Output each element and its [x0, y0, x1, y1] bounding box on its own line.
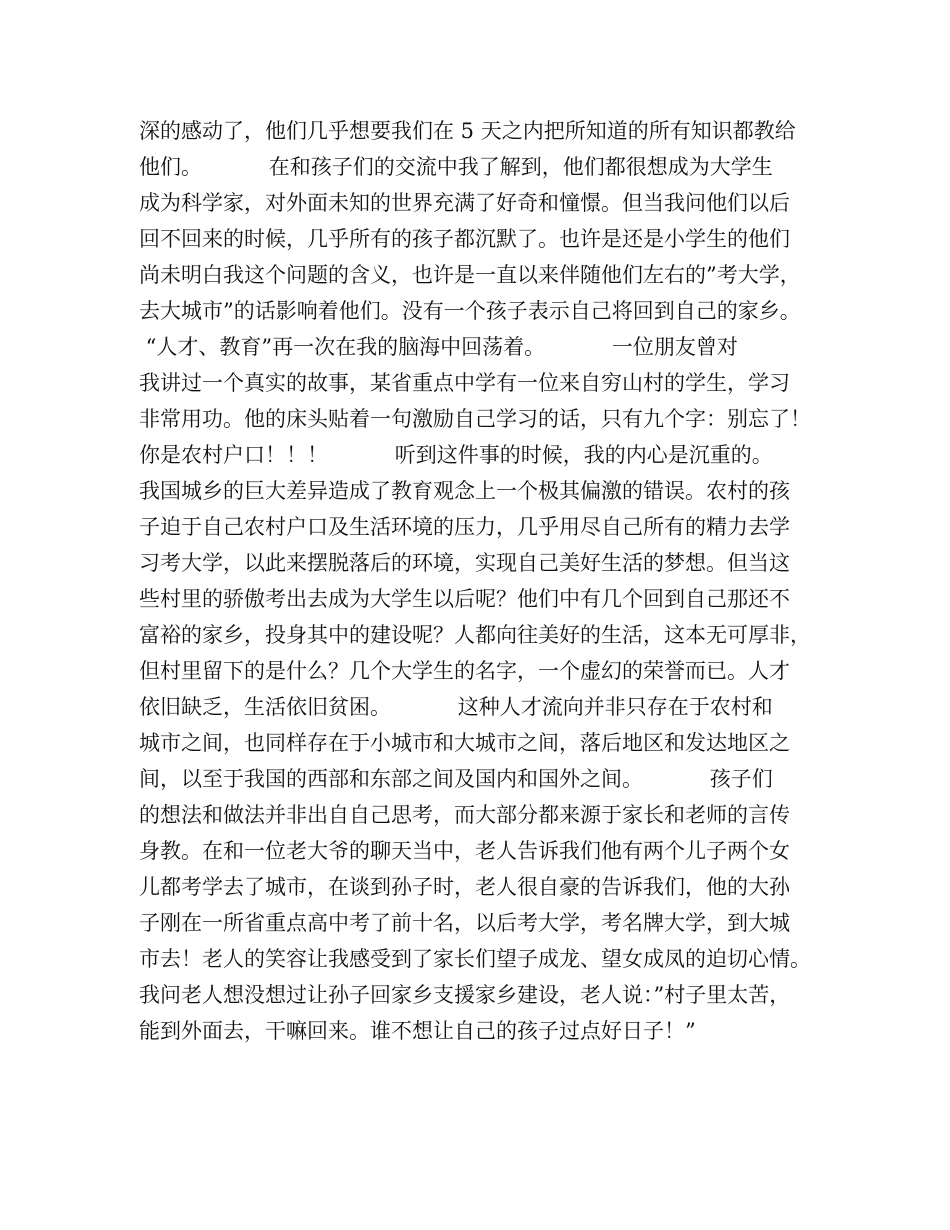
text-line: 城市之间，也同样存在于小城市和大城市之间，落后地区和发达地区之: [139, 731, 790, 755]
text-line: 市去！老人的笑容让我感受到了家长们望子成龙、望女成凤的迫切心情。: [139, 947, 811, 971]
text-line: 间，以至于我国的西部和东部之间及国内和国外之间。 孩子们: [139, 767, 773, 791]
text-line: “人才、教育”再一次在我的脑海中回荡着。 一位朋友曾对: [139, 335, 738, 359]
text-line: 子迫于自己农村户口及生活环境的压力，几乎用尽自己所有的精力去学: [139, 515, 790, 539]
text-line: 的想法和做法并非出自自己思考，而大部分都来源于家长和老师的言传: [139, 803, 790, 827]
text-line: 我国城乡的巨大差异造成了教育观念上一个极其偏激的错误。农村的孩: [139, 479, 790, 503]
text-line: 富裕的家乡，投身其中的建设呢？人都向往美好的生活，这本无可厚非，: [139, 623, 811, 647]
text-line: 成为科学家，对外面未知的世界充满了好奇和憧憬。但当我问他们以后: [139, 191, 790, 215]
text-line: 子刚在一所省重点高中考了前十名，以后考大学，考名牌大学，到大城: [139, 911, 790, 935]
text-line: 他们。 在和孩子们的交流中我了解到，他们都很想成为大学生: [139, 155, 773, 179]
text-line: 去大城市”的话影响着他们。没有一个孩子表示自己将回到自己的家乡。: [139, 299, 801, 323]
text-line: 我讲过一个真实的故事，某省重点中学有一位来自穷山村的学生，学习: [139, 371, 790, 395]
text-line: 些村里的骄傲考出去成为大学生以后呢？他们中有几个回到自己那还不: [139, 587, 790, 611]
text-line: 回不回来的时候，几乎所有的孩子都沉默了。也许是还是小学生的他们: [139, 227, 790, 251]
text-line: 依旧缺乏，生活依旧贫困。 这种人才流向并非只存在于农村和: [139, 695, 773, 719]
text-line: 习考大学，以此来摆脱落后的环境，实现自己美好生活的梦想。但当这: [139, 551, 790, 575]
text-line: 尚未明白我这个问题的含义，也许是一直以来伴随他们左右的”考大学，: [139, 263, 801, 287]
text-line: 但村里留下的是什么？几个大学生的名字，一个虚幻的荣誉而已。人才: [139, 659, 790, 683]
text-line: 深的感动了，他们几乎想要我们在 5 天之内把所知道的所有知识都教给: [139, 119, 796, 143]
text-line: 能到外面去，干嘛回来。谁不想让自己的孩子过点好日子！”: [139, 1019, 696, 1043]
text-line: 你是农村户口！！！ 听到这件事的时候，我的内心是沉重的。: [139, 443, 773, 467]
text-line: 身教。在和一位老大爷的聊天当中，老人告诉我们他有两个儿子两个女: [139, 839, 790, 863]
text-line: 我问老人想没想过让孙子回家乡支援家乡建设，老人说：”村子里太苦，: [139, 983, 791, 1007]
text-line: 儿都考学去了城市，在谈到孙子时，老人很自豪的告诉我们，他的大孙: [139, 875, 790, 899]
text-line: 非常用功。他的床头贴着一句激励自己学习的话，只有九个字：别忘了！: [139, 407, 811, 431]
body-text: [139, 113, 839, 1049]
